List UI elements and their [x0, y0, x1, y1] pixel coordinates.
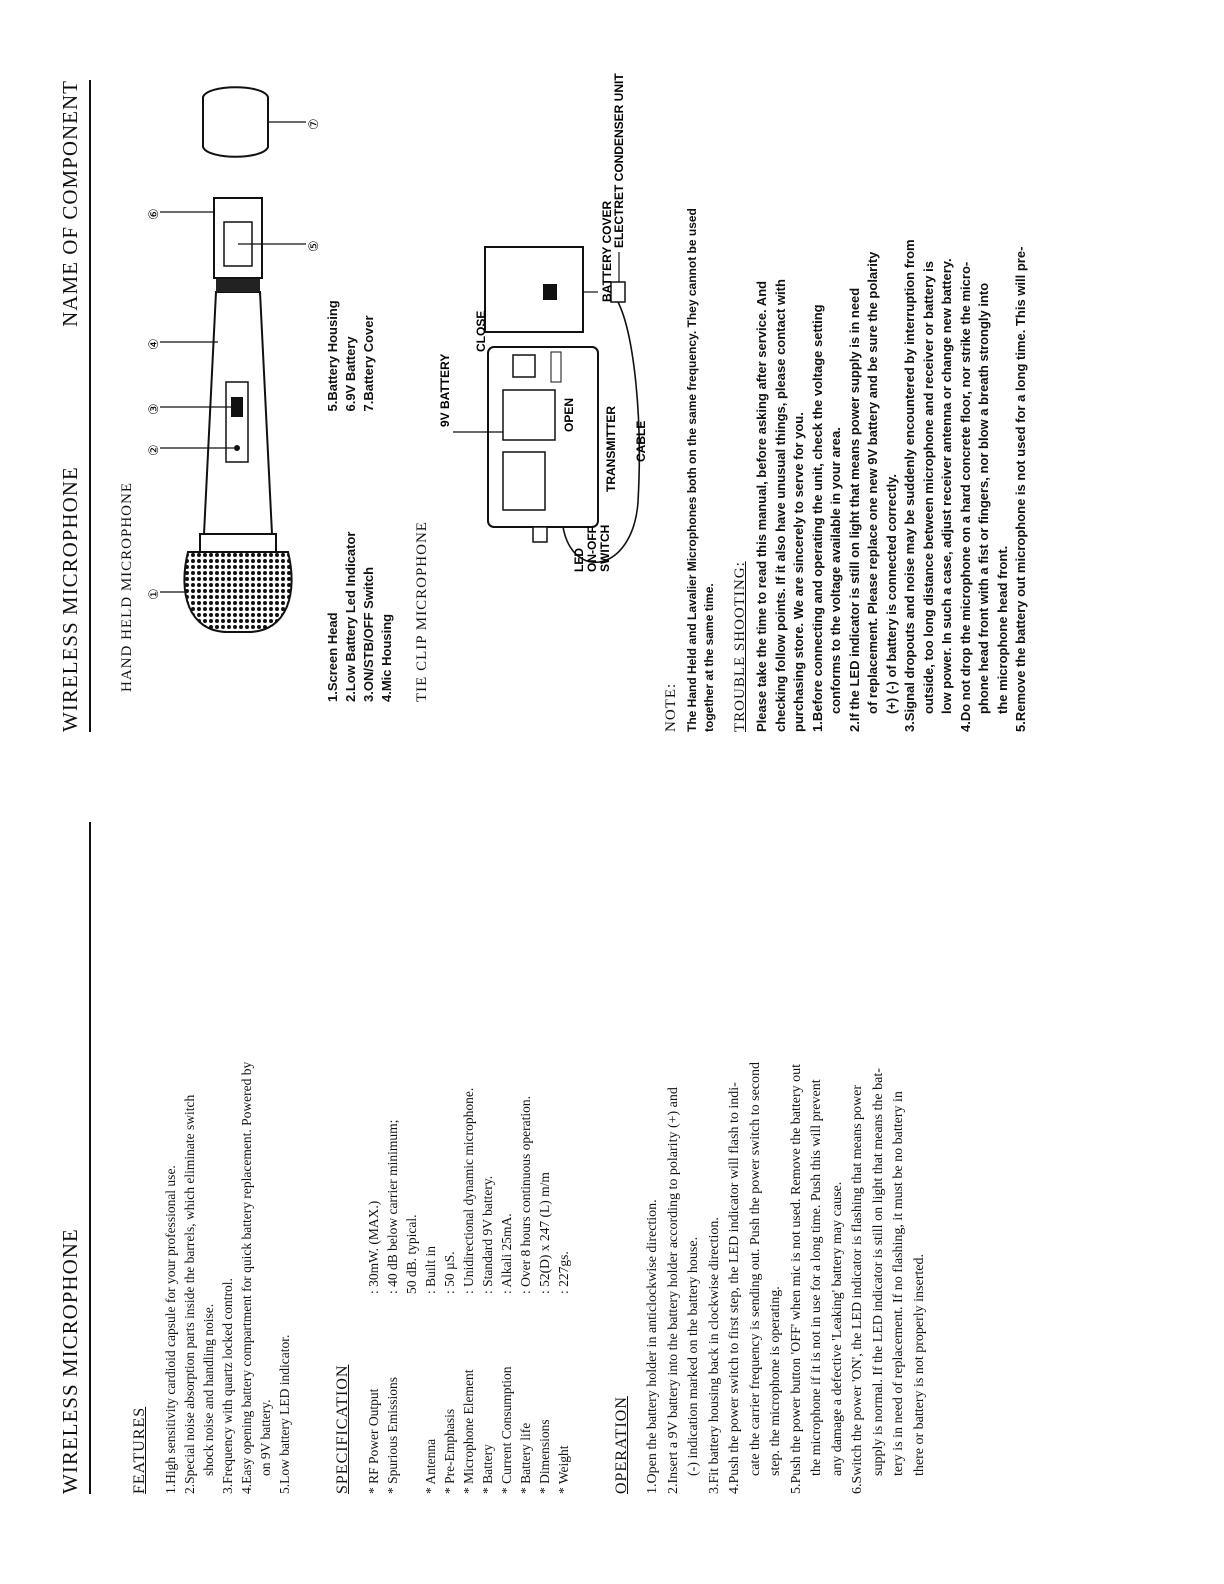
handheld-legend [324, 80, 396, 702]
spec-label: * Pre-Emphasis [442, 1408, 457, 1494]
features-item: 5.Low battery LED indicator. [277, 1334, 292, 1494]
left-page-title: WIRELESS MICROPHONE [58, 1228, 82, 1494]
trouble-line: of replacement. Please replace one new 9V battery and be sure the polarity [865, 251, 880, 714]
trouble-line: phone head front with a fist or fingers, nor blow a breath strongly into [976, 282, 991, 714]
label-battery-cover: BATTERY COVER [600, 200, 614, 302]
spec-row [421, 1088, 440, 1494]
note-heading: NOTE: [663, 682, 679, 732]
callout-3: ③ [146, 403, 161, 415]
features-heading: FEATURES [131, 1406, 148, 1494]
trouble-line: 4.Do not drop the microphone on a hard concrete floor, nor strike the micro- [957, 261, 973, 732]
legend-left [324, 532, 396, 702]
spec-row [383, 1088, 402, 1494]
tieclip-diagram [433, 73, 653, 732]
legend-item: 2.Low Battery Led Indicator [343, 531, 358, 702]
spec-row [459, 1088, 478, 1494]
right-page-title: WIRELESS MICROPHONE [58, 466, 82, 732]
callout-4: ④ [146, 338, 161, 350]
callout-6: ⑥ [146, 208, 161, 220]
operation-item: cate the carrier frequency is sending out. Push the power switch to second [747, 1061, 763, 1476]
note-text [684, 80, 718, 732]
trouble-line: checking follow points. If it also have unusual things, please contact with [772, 279, 788, 732]
operation-item: 5.Push the power button 'OFF' when mic is not used. Remove the battery out [788, 1063, 804, 1494]
spec-label: * Weight [556, 1445, 571, 1494]
operation-item: the microphone if it is not in use for a long time. Push this will prevent [809, 1079, 824, 1476]
operation-list [643, 822, 930, 1494]
tieclip-heading: TIE CLIP MICROPHONE [414, 521, 430, 702]
trouble-list [753, 80, 1031, 732]
features-item: on 9V battery. [258, 1399, 273, 1476]
label-9v-battery: 9V BATTERY [438, 353, 452, 427]
label-close: CLOSE [474, 310, 488, 352]
trouble-line: purchasing store. We are sincerely to serve for you. [791, 412, 806, 732]
left-title-bar [58, 822, 91, 1494]
legend-item: 3.ON/STB/OFF Switch [361, 566, 376, 702]
trouble-line: 5.Remove the battery out microphone is not used for a long time. This will pre- [1013, 246, 1028, 732]
spec-label: * Dimensions [537, 1419, 552, 1494]
spec-label: * Microphone Element [461, 1369, 476, 1494]
tieclip-illustration [433, 73, 653, 732]
left-page [0, 792, 1224, 1584]
operation-heading: OPERATION [613, 1396, 630, 1494]
spec-value: : Built in [423, 1245, 438, 1294]
trouble-line: (+) (-) of battery is connected correctly. [883, 474, 899, 714]
trouble-line: 1.Before connecting and operating the unit, check the voltage setting [809, 304, 825, 732]
spec-row [554, 1088, 573, 1494]
legend-item: 5.Battery Housing [325, 300, 340, 412]
battery-cover-shape [485, 247, 583, 332]
trouble-heading: TROUBLE SHOOTING: [732, 561, 748, 732]
battery-cover-shape [203, 87, 268, 157]
legend-right [324, 300, 396, 411]
features-item: 3.Frequency with quartz locked control. [220, 1278, 235, 1494]
spec-label: * Antenna [423, 1438, 438, 1494]
operation-item: 1.Open the battery holder in anticlockwise direction. [645, 1199, 660, 1494]
specification-table [364, 1088, 573, 1494]
right-title-bar [58, 80, 91, 732]
spec-row [402, 1088, 421, 1494]
callout-7: ⑦ [306, 118, 321, 130]
operation-item: step. the microphone is operating. [768, 1286, 783, 1476]
legend-item: 4.Mic Housing [379, 613, 394, 702]
note-line: together at the same time. [702, 583, 716, 732]
handheld-mic-illustration [146, 82, 321, 732]
spec-value: 50 dB. typical. [404, 1214, 419, 1294]
callout-1: ① [146, 588, 161, 600]
label-cable: CABLE [634, 420, 648, 462]
spec-row [478, 1088, 497, 1494]
label-onoff: ON-OFF [585, 526, 599, 572]
features-item: 1.High sensitivity cardioid capsule for your professional use. [163, 1165, 178, 1494]
features-list [161, 822, 294, 1494]
spec-label: * Battery life [518, 1422, 533, 1494]
spec-value: : Unidirectional dynamic microphone. [461, 1087, 476, 1294]
trouble-line: the microphone head front. [994, 545, 1010, 714]
spec-label: * Spurious Emissions [385, 1376, 400, 1494]
spec-value: : Over 8 hours continuous operation. [518, 1096, 533, 1294]
trouble-line: 3.Signal dropouts and noise may be suddenly encountered by interruption from [902, 239, 917, 732]
trouble-line: 2.If the LED indicator is still on light that means power supply is in need [846, 287, 862, 732]
spec-label [402, 1294, 421, 1494]
spec-value: : Alkali 25mA. [499, 1213, 514, 1294]
trouble-line: Please take the time to read this manual, before asking after service. And [754, 280, 769, 732]
label-led: LED [572, 548, 586, 572]
spec-value: : 40 dB below carrier minimum; [385, 1119, 400, 1294]
operation-item: (-) indication marked on the battery house. [686, 1236, 701, 1476]
trouble-line: low power. In such a case, adjust receiver antenna or change new battery. [939, 258, 954, 714]
operation-item: 2.Insert a 9V battery into the battery holder according to polarity (+) and [665, 1087, 681, 1494]
spec-value: : 50 µS. [442, 1251, 457, 1294]
trouble-line: outside, too long distance between microphone and receiver or battery is [920, 261, 936, 714]
led-shape [234, 445, 240, 451]
legend-item: 6.9V Battery [343, 336, 358, 412]
operation-item: supply is normal. If the LED indicator is still on light that means the bat- [870, 1068, 886, 1476]
screen-head-shape [184, 552, 291, 632]
handheld-diagram [146, 80, 321, 732]
features-item: 4.Easy opening battery compartment for quick battery replacement. Powered by [239, 1061, 254, 1494]
legend-item: 1.Screen Head [325, 612, 340, 702]
features-item: shock noise and handling noise. [201, 1303, 216, 1476]
note-line: The Hand Held and Lavalier Microphones both on the same frequency. They cannot be used [685, 208, 699, 732]
operation-item: there or battery is not properly inserted. [911, 1254, 927, 1476]
battery-compartment-shape [503, 390, 555, 440]
legend-item: 7.Battery Cover [361, 315, 376, 412]
spec-row [440, 1088, 459, 1494]
spec-label: * Battery [480, 1444, 495, 1494]
spec-row [516, 1088, 535, 1494]
callout-2: ② [146, 444, 161, 456]
spec-row [535, 1088, 554, 1494]
label-transmitter: TRANSMITTER [604, 406, 618, 492]
spec-value: : 227gs. [556, 1251, 571, 1294]
spec-row [364, 1088, 383, 1494]
switch-shape [231, 397, 243, 417]
handheld-heading: HAND HELD MICROPHONE [119, 482, 135, 692]
specification-heading: SPECIFICATION [334, 1364, 351, 1494]
spec-value: : 52(D) x 247 (L) m/m [537, 1172, 552, 1294]
label-switch: SWITCH [598, 524, 612, 572]
callout-5: ⑤ [306, 240, 321, 252]
spec-value: : 30mW. (MAX.) [366, 1200, 381, 1294]
spec-row [497, 1088, 516, 1494]
trouble-line: conforms to the voltage available in your area. [828, 427, 843, 714]
operation-item: 4.Push the power switch to first step, the LED indicator will flash to indi- [727, 1082, 742, 1494]
features-item: 2.Special noise absorption parts inside the barrels, which eliminate switch [182, 1094, 197, 1494]
operation-item: tery is in need of replacement. If no flashing, it must be no battery in [891, 1091, 906, 1476]
component-title: NAME OF COMPONENT [58, 80, 82, 327]
spec-value: : Standard 9V battery. [480, 1175, 495, 1294]
spec-label: * Current Consumption [499, 1366, 514, 1494]
operation-item: any damage a defective 'Leaking' battery may cause. [829, 1181, 845, 1476]
spec-label: * RF Power Output [366, 1388, 381, 1494]
operation-item: 3.Fit battery housing back in clockwise direction. [706, 1217, 722, 1494]
label-open: OPEN [562, 397, 576, 432]
operation-item: 6.Switch the power 'ON', the LED indicator is flashing that means power [850, 1084, 865, 1494]
label-electret: ELECTRET CONDENSER UNIT [612, 73, 626, 248]
